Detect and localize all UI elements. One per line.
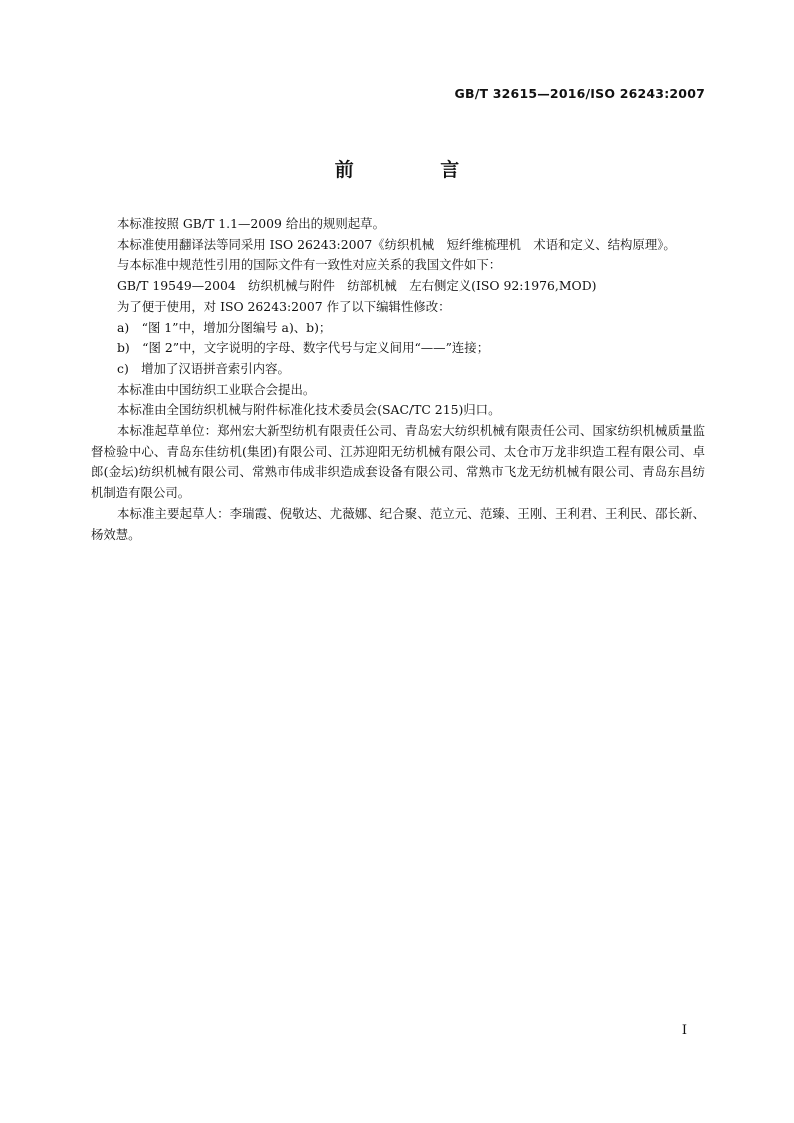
paragraph-drafting-rules: 本标准按照 GB/T 1.1—2009 给出的规则起草。	[117, 216, 385, 231]
list-item-change-b: b) “图 2”中，文字说明的字母、数字代号与定义间用“——”连接；	[117, 340, 490, 356]
paragraph-technical-committee: 本标准由全国纺织机械与附件标准化技术委员会(SAC/TC 215)归口。	[117, 402, 501, 418]
paragraph-normative-references-intro: 与本标准中规范性引用的国际文件有一致性对应关系的我国文件如下：	[117, 257, 502, 273]
paragraph-proposed-by: 本标准由中国纺织工业联合会提出。	[117, 381, 316, 397]
list-item-change-c: c) 增加了汉语拼音索引内容。	[117, 360, 290, 376]
paragraph-adoption: 本标准使用翻译法等同采用 ISO 26243:2007《纺织机械 短纤维梳理机 术语和定义、结构原理》。	[117, 236, 676, 252]
page-number: I	[681, 1023, 687, 1038]
page-title: 前 言	[334, 159, 500, 181]
paragraph-normative-reference-item: GB/T 19549—2004 纺织机械与附件 纺部机械 左右侧定义(ISO 92:1976,MOD)	[117, 278, 597, 294]
paragraph-drafters: 本标准主要起草人：李瑞霞、倪敬达、尤薇娜、纪合聚、范立元、范臻、王刚、王利君、王利民、邵长新、杨效慧。	[91, 505, 705, 542]
paragraph-drafting-organizations: 本标准起草单位：郑州宏大新型纺机有限责任公司、青岛宏大纺织机械有限责任公司、国家纺织机械质量监督检验中心、青岛东佳纺机(集团)有限公司、江苏迎阳无纺机械有限公司、太仓市万龙非织造工程有限公司、卓郎(金坛)纺织机械有限公司、常熟市伟成非织造成套设备有限公司、常熟市飞龙无纺机械有限公司、青岛东昌纺机制造有限公司。	[91, 423, 705, 501]
list-item-change-a: a) “图 1”中，增加分图编号 a)、b)；	[117, 319, 332, 335]
paragraph-editorial-changes-intro: 为了便于使用，对 ISO 26243:2007 作了以下编辑性修改：	[117, 298, 451, 314]
standard-code-header: GB/T 32615—2016/ISO 26243:2007	[454, 86, 705, 101]
foreword-body	[91, 214, 705, 545]
